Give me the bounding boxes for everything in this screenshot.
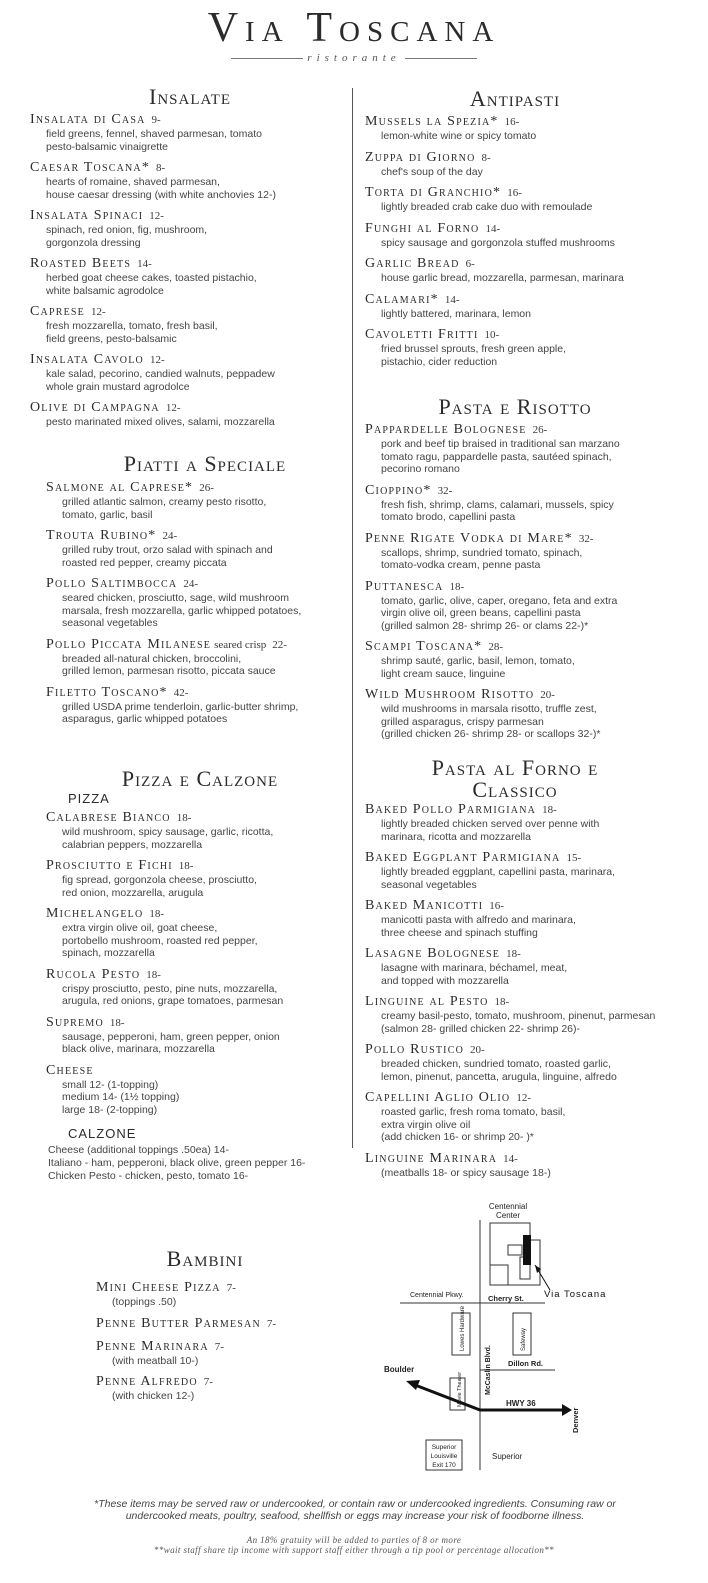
menu-item-description: (with meatball 10-) (112, 1354, 199, 1367)
map-label-dillon: Dillon Rd. (508, 1359, 543, 1368)
menu-item-description: chef's soup of the day (381, 165, 483, 178)
menu-item-price: 7- (266, 1317, 277, 1330)
menu-item (365, 529, 700, 572)
menu-item-price: 32- (578, 532, 594, 545)
menu-item-price: 14- (503, 1152, 518, 1165)
map-label-exit-superior: Superior (431, 1444, 457, 1451)
menu-item-heading (46, 904, 356, 922)
menu-item-name: Rucola Pesto (46, 966, 141, 982)
raw-food-warning (40, 1498, 670, 1522)
antipasti-title: Antipasti (469, 86, 561, 111)
menu-item-name: Insalata Cavolo (30, 352, 144, 367)
menu-item (365, 183, 695, 214)
menu-item (46, 635, 356, 678)
menu-item-description: (meatballs 18- or spicy sausage 18-) (381, 1166, 551, 1179)
menu-item (96, 1337, 356, 1368)
menu-item (365, 848, 700, 891)
menu-item-heading (365, 685, 700, 703)
menu-item-name: Calabrese Bianco (46, 810, 171, 825)
menu-item-heading (30, 158, 350, 176)
menu-item-description: lightly breaded eggplant, capellini pasta, marinara, seasonal vegetables (381, 866, 616, 891)
menu-item (30, 158, 350, 201)
menu-item-name: Baked Pollo Parmigiana (365, 802, 537, 817)
menu-item-heading (46, 683, 356, 701)
menu-item (30, 350, 350, 393)
warning-line: *These items may be served raw or undercooked, or contain raw or undercooked ingredients. Consuming raw or (94, 1498, 616, 1510)
menu-item-name: Prosciutto e Fichi (46, 858, 173, 873)
forno-title-line1: Pasta al Forno e (431, 755, 599, 780)
menu-item-description: grilled ruby trout, orzo salad with spinach and roasted red pepper, creamy piccata (62, 544, 273, 569)
menu-item-description: herbed goat cheese cakes, toasted pistachio, white balsamic agrodolce (46, 272, 257, 297)
menu-item-description: lasagne with marinara, béchamel, meat, and topped with mozzarella (381, 962, 568, 987)
menu-item-heading (365, 1149, 700, 1167)
menu-item-name: Baked Manicotti (365, 898, 484, 913)
menu-item-price: 32- (437, 484, 453, 497)
menu-item-name: Penne Rigate Vodka di Mare* (365, 530, 573, 546)
map-building (490, 1265, 508, 1285)
menu-item-price: 18- (109, 1016, 125, 1029)
menu-item-price: 18- (176, 812, 192, 824)
calzone-line: Cheese (additional toppings .50ea) 14- (48, 1144, 229, 1156)
menu-item-description: spicy sausage and gorgonzola stuffed mushrooms (381, 236, 615, 249)
map-hwy-arrow-west (406, 1380, 420, 1390)
menu-item-heading (46, 635, 356, 653)
menu-item-name: Supremo (46, 1014, 104, 1030)
menu-item-description: kale salad, pecorino, candied walnuts, peppadew whole grain mustard agrodolce (46, 368, 275, 393)
menu-item (46, 965, 356, 1008)
warning-line: undercooked meats, poultry, seafood, shellfish or eggs may increase your risk of foodborne illness. (125, 1510, 585, 1522)
menu-item-description: (toppings .50) (112, 1296, 177, 1308)
menu-item (46, 808, 356, 851)
menu-item-name: Linguine Marinara (365, 1150, 498, 1166)
pizza-list (46, 808, 356, 1121)
menu-item-price: 24- (162, 530, 178, 542)
menu-item-name: Penne Alfredo (96, 1374, 198, 1389)
menu-item-description: spinach, red onion, fig, mushroom, gorgonzola dressing (46, 224, 208, 249)
menu-item-price: 6- (465, 258, 475, 270)
menu-item-heading (365, 290, 695, 308)
menu-item-price: 12- (149, 354, 165, 366)
menu-item-price: 16- (507, 187, 522, 199)
menu-item-description: small 12- (1-topping) medium 14- (1½ topping) large 18- (2-topping) (62, 1078, 180, 1116)
bambini-list (96, 1278, 356, 1408)
menu-item-description: grilled atlantic salmon, creamy pesto risotto, tomato, garlic, basil (62, 496, 267, 521)
menu-item-heading (365, 1088, 700, 1106)
menu-item-name: Michelangelo (46, 906, 144, 921)
menu-item-price: 18- (146, 968, 161, 981)
menu-item-price: 10- (484, 329, 500, 341)
menu-item-description: roasted garlic, fresh roma tomato, basil, extra virgin olive oil (add chicken 16- or shrimp 20- )* (381, 1106, 566, 1143)
menu-item-name: Torta di Granchio* (365, 185, 502, 200)
map-centennial-center-outline (490, 1223, 540, 1285)
menu-item-name: Roasted Beets (30, 256, 132, 271)
menu-item-heading (365, 637, 700, 655)
map-label-movie: Movie Theater (457, 1371, 463, 1407)
menu-item (46, 526, 356, 569)
menu-item-description: lemon-white wine or spicy tomato (381, 130, 537, 142)
menu-item-name: Puttanesca (365, 578, 444, 594)
menu-item-price: 8- (481, 151, 491, 164)
menu-item-name: Caesar Toscana* (30, 160, 151, 175)
menu-item-name: Caprese (30, 304, 85, 319)
insalate-list (30, 110, 350, 434)
menu-item-heading (46, 856, 356, 874)
menu-item-heading (365, 529, 700, 547)
menu-item-description: lightly battered, marinara, lemon (381, 307, 531, 320)
menu-item (365, 148, 695, 179)
menu-item-name: Capellini Aglio Olio (365, 1090, 511, 1105)
menu-item-heading (46, 1013, 356, 1031)
bambini-title: Bambini (166, 1246, 244, 1271)
menu-item (46, 1061, 356, 1117)
menu-item-price: 7- (214, 1340, 224, 1353)
menu-item-price: 18- (149, 908, 165, 920)
menu-item (365, 420, 700, 476)
menu-item (365, 577, 700, 633)
menu-item-description: scallops, shrimp, sundried tomato, spinach, tomato-vodka cream, penne pasta (381, 546, 583, 571)
menu-item-price: 12- (90, 306, 106, 318)
forno-list (365, 800, 700, 1184)
menu-item-price: 18- (178, 860, 194, 872)
menu-item-price: 18- (506, 948, 521, 960)
menu-item-price: 26- (532, 424, 548, 436)
menu-item-heading (365, 183, 695, 201)
gratuity-notice (0, 1535, 708, 1555)
menu-item-name: Insalata di Casa (30, 112, 146, 127)
calzone-line: Chicken Pesto - chicken, pesto, tomato 16- (48, 1170, 249, 1182)
menu-item-description: wild mushrooms in marsala risotto, truffle zest, grilled asparagus, crispy parmesan (grilled chicken 26- shrimp 28- or scallops 32-)* (381, 703, 601, 740)
menu-item-name: Lasagne Bolognese (365, 946, 501, 961)
menu-item-name: Filetto Toscano* (46, 684, 168, 700)
menu-item (46, 856, 356, 899)
gratuity-line: An 18% gratuity will be added to parties of 8 or more (246, 1535, 462, 1545)
menu-item-name: Zuppa di Giorno (365, 149, 476, 165)
menu-item-heading (30, 302, 350, 320)
menu-item-heading (365, 848, 700, 866)
menu-item-heading (365, 992, 700, 1010)
menu-item-description: shrimp sauté, garlic, basil, lemon, tomato, light cream sauce, linguine (381, 655, 575, 680)
menu-item (96, 1372, 356, 1403)
menu-item-price: 18- (494, 996, 510, 1008)
menu-item-description: breaded all-natural chicken, broccolini, grilled lemon, parmesan risotto, piccata sauce (62, 652, 276, 677)
menu-item-heading (365, 800, 700, 818)
menu-item-name: Insalata Spinaci (30, 208, 144, 223)
menu-item-price: 12- (165, 402, 181, 414)
menu-item-name: Garlic Bread (365, 256, 460, 271)
menu-item-name: Baked Eggplant Parmigiana (365, 850, 561, 865)
menu-item (46, 1013, 356, 1056)
restaurant-name: Via Toscana (207, 5, 501, 51)
menu-item (365, 896, 700, 939)
menu-item-description: extra virgin olive oil, goat cheese, portobello mushroom, roasted red pepper, spinach, mozzarella (62, 922, 258, 959)
map-label-mccaslin: McCaslin Blvd. (485, 1345, 492, 1395)
menu-item-description: lightly breaded crab cake duo with remoulade (381, 201, 593, 213)
menu-item-heading (365, 148, 695, 166)
menu-item-price: 20- (470, 1044, 485, 1056)
menu-item-name: Linguine al Pesto (365, 994, 489, 1009)
menu-item (365, 481, 700, 524)
menu-item-heading (96, 1278, 356, 1296)
menu-item-price: 26- (199, 482, 214, 494)
menu-item (96, 1314, 356, 1332)
menu-item-description: (with chicken 12-) (112, 1390, 195, 1402)
menu-item (46, 904, 356, 960)
map-label-safeway: Safeway (521, 1327, 527, 1351)
menu-item-description: creamy basil-pesto, tomato, mushroom, pinenut, parmesan (salmon 28- grilled chicken 22- shrimp 26)- (381, 1010, 656, 1035)
menu-item-description: crispy prosciutto, pesto, pine nuts, mozzarella, arugula, red onions, grape tomatoes, parmesan (62, 982, 284, 1007)
calzone-list (48, 1144, 305, 1183)
menu-item (365, 1088, 700, 1144)
pasta-risotto-list (365, 420, 700, 746)
menu-item-name: Penne Marinara (96, 1338, 209, 1354)
menu-item-description: grilled USDA prime tenderloin, garlic-butter shrimp, asparagus, garlic whipped potatoes (62, 700, 299, 725)
menu-item-heading (30, 110, 350, 128)
map-building (508, 1245, 522, 1255)
menu-item-name: Mussels la Spezia* (365, 114, 499, 129)
map-label-lowes: Lowes Hardware (460, 1305, 466, 1351)
menu-item (96, 1278, 356, 1309)
pizza-calzone-title: Pizza e Calzone (121, 766, 279, 791)
map-label-via-toscana: Via Toscana (544, 1289, 607, 1300)
menu-item-name: Wild Mushroom Risotto (365, 687, 535, 702)
menu-item-price: 7- (226, 1282, 236, 1294)
menu-item-name: Cavoletti Fritti (365, 327, 479, 342)
map-label-centennial-pkwy: Centennial Pkwy. (410, 1292, 464, 1299)
menu-item-price: 9- (151, 114, 161, 126)
menu-item (30, 254, 350, 297)
menu-item-description: wild mushroom, spicy sausage, garlic, ricotta, calabrian peppers, mozzarella (62, 826, 274, 851)
location-map (380, 1195, 620, 1480)
menu-item-name: Mini Cheese Pizza (96, 1280, 221, 1295)
menu-item-name: Pollo Saltimbocca (46, 576, 178, 591)
subtitle-text: ristorante (307, 52, 401, 64)
menu-item-price: 18- (449, 580, 465, 593)
menu-item-heading (46, 526, 356, 544)
menu-item-heading (365, 944, 700, 962)
menu-item-name: Scampi Toscana* (365, 639, 483, 654)
menu-item-heading (365, 896, 700, 914)
map-label-cherry-st: Cherry St. (488, 1294, 524, 1303)
map-via-toscana-marker (523, 1235, 531, 1265)
menu-item-price: 7- (203, 1376, 213, 1388)
menu-item-heading (30, 350, 350, 368)
menu-item-description: pork and beef tip braised in traditional san marzano tomato ragu, pappardelle pasta, sautéed spinach, pecorino romano (381, 438, 620, 475)
menu-item (30, 398, 350, 429)
menu-item-description: manicotti pasta with alfredo and marinara, three cheese and spinach stuffing (381, 914, 576, 939)
menu-item-name: Pollo Rustico (365, 1042, 464, 1057)
menu-item-heading (30, 254, 350, 272)
menu-item-heading (365, 1040, 700, 1058)
menu-item-heading (365, 219, 695, 237)
menu-item (30, 302, 350, 345)
calzone-line: Italiano - ham, pepperoni, black olive, green pepper 16- (48, 1157, 306, 1169)
menu-item (46, 683, 356, 726)
menu-item-description: hearts of romaine, shaved parmesan, house caesar dressing (with white anchovies 12-) (46, 176, 276, 201)
subtitle-rule-right (405, 58, 477, 59)
menu-item (30, 110, 350, 153)
insalate-title: Insalate (149, 84, 231, 109)
menu-item (365, 992, 700, 1035)
menu-item (365, 219, 695, 250)
menu-item-name: Salmone al Caprese* (46, 480, 194, 495)
menu-item-name: Pappardelle Bolognese (365, 422, 527, 437)
map-label-exit-number: Exit 170 (432, 1462, 456, 1469)
menu-item-price: 12- (149, 210, 164, 222)
menu-item-name: Calamari* (365, 291, 439, 307)
subtitle-rule-left (231, 58, 303, 59)
menu-item-description: sausage, pepperoni, ham, green pepper, onion black olive, marinara, mozzarella (62, 1030, 280, 1055)
menu-item-price: 8- (156, 162, 166, 174)
map-label-hwy36: HWY 36 (506, 1399, 536, 1408)
menu-item-name: Cioppino* (365, 482, 432, 498)
menu-item (365, 637, 700, 680)
menu-item-description: pesto marinated mixed olives, salami, mozzarella (46, 416, 275, 428)
menu-item-name: Funghi al Forno (365, 220, 480, 236)
menu-item-price: 24- (183, 578, 198, 590)
menu-item (365, 325, 695, 368)
menu-item-price: 22- (272, 638, 287, 651)
menu-item-heading (96, 1337, 356, 1355)
menu-item (365, 290, 695, 321)
menu-item-price: 16- (504, 116, 520, 128)
menu-item-heading (46, 965, 356, 983)
map-label-superior: Superior (492, 1452, 523, 1461)
map-label-boulder: Boulder (384, 1365, 415, 1374)
menu-item-heading (96, 1372, 356, 1390)
menu-item-heading (30, 398, 350, 416)
menu-item-note: seared crisp (214, 638, 267, 651)
menu-item (46, 478, 356, 521)
menu-item-heading (46, 1061, 356, 1079)
restaurant-subtitle (0, 52, 708, 64)
menu-item-description: seared chicken, prosciutto, sage, wild mushroom marsala, fresh mozzarella, garlic whipped potatoes, seasonal vegetables (62, 592, 302, 629)
menu-item-description: fresh mozzarella, tomato, fresh basil, field greens, pesto-balsamic (46, 320, 218, 345)
menu-item-description: fried brussel sprouts, fresh green apple, pistachio, cider reduction (381, 343, 567, 368)
menu-item-price: 14- (137, 258, 152, 270)
menu-item-heading (46, 478, 356, 496)
piatti-list (46, 478, 356, 731)
menu-item-description: house garlic bread, mozzarella, parmesan, marinara (381, 272, 624, 284)
menu-item (365, 1149, 700, 1180)
menu-item (46, 574, 356, 630)
menu-item-name: Cheese (46, 1062, 94, 1078)
menu-item-heading (365, 112, 695, 130)
menu-item-price: 14- (444, 293, 460, 306)
menu-item-name: Olive di Campagna (30, 400, 160, 415)
forno-title (360, 757, 670, 801)
menu-item-name: Pollo Piccata Milanese (46, 636, 212, 652)
menu-item (365, 944, 700, 987)
menu-item-heading (96, 1314, 356, 1332)
menu-item-price: 20- (540, 689, 555, 701)
menu-item-heading (46, 574, 356, 592)
forno-title-line2: Classico (472, 777, 558, 802)
menu-item-heading (365, 577, 700, 595)
menu-item-price: 15- (566, 852, 582, 864)
piatti-title: Piatti a Speciale (123, 451, 287, 476)
menu-item-description: field greens, fennel, shaved parmesan, tomato pesto-balsamic vinaigrette (46, 128, 262, 153)
map-label-denver: Denver (571, 1407, 580, 1433)
map-label-centennial: Centennial (488, 1202, 528, 1211)
menu-item-price: 28- (488, 641, 504, 653)
menu-item-price: 12- (516, 1092, 531, 1104)
antipasti-list (365, 112, 695, 373)
menu-item-description: tomato, garlic, olive, caper, oregano, feta and extra virgin olive oil, green beans, capellini pasta (grilled salmon 28- shrimp 26- or clams 22-)* (381, 594, 618, 632)
menu-item-name: Trouta Rubino* (46, 528, 157, 543)
menu-item-description: fig spread, gorgonzola cheese, prosciutto, red onion, mozzarella, arugula (62, 874, 257, 899)
menu-item-heading (46, 808, 356, 826)
menu-item (365, 685, 700, 741)
calzone-subheading: CALZONE (68, 1126, 137, 1141)
pizza-subheading: PIZZA (68, 791, 110, 806)
menu-item (30, 206, 350, 249)
menu-item (365, 1040, 700, 1083)
menu-item-description: lightly breaded chicken served over penne with marinara, ricotta and mozzarella (381, 818, 600, 843)
menu-item-price: 16- (489, 900, 504, 912)
menu-item-heading (30, 206, 350, 224)
map-label-exit-louisville: Louisville (430, 1453, 458, 1460)
menu-item-heading (365, 254, 695, 272)
menu-item-heading (365, 481, 700, 499)
menu-item-heading (365, 420, 700, 438)
menu-item-name: Penne Butter Parmesan (96, 1315, 261, 1331)
map-label-center: Center (495, 1211, 521, 1220)
menu-item-price: 14- (485, 222, 501, 235)
menu-item-price: 42- (173, 686, 189, 699)
menu-item-description: breaded chicken, sundried tomato, roasted garlic, lemon, pinenut, pancetta, arugula, linguine, alfredo (381, 1058, 617, 1083)
menu-item-price: 18- (542, 804, 557, 816)
menu-item-description: fresh fish, shrimp, clams, calamari, mussels, spicy tomato brodo, capellini pasta (381, 498, 614, 523)
menu-item (365, 112, 695, 143)
menu-item (365, 800, 700, 843)
menu-item (365, 254, 695, 285)
gratuity-line: **wait staff share tip income with support staff either through a tip pool or percentage allocation** (153, 1545, 555, 1555)
menu-item-heading (365, 325, 695, 343)
pasta-risotto-title: Pasta e Risotto (438, 394, 592, 419)
